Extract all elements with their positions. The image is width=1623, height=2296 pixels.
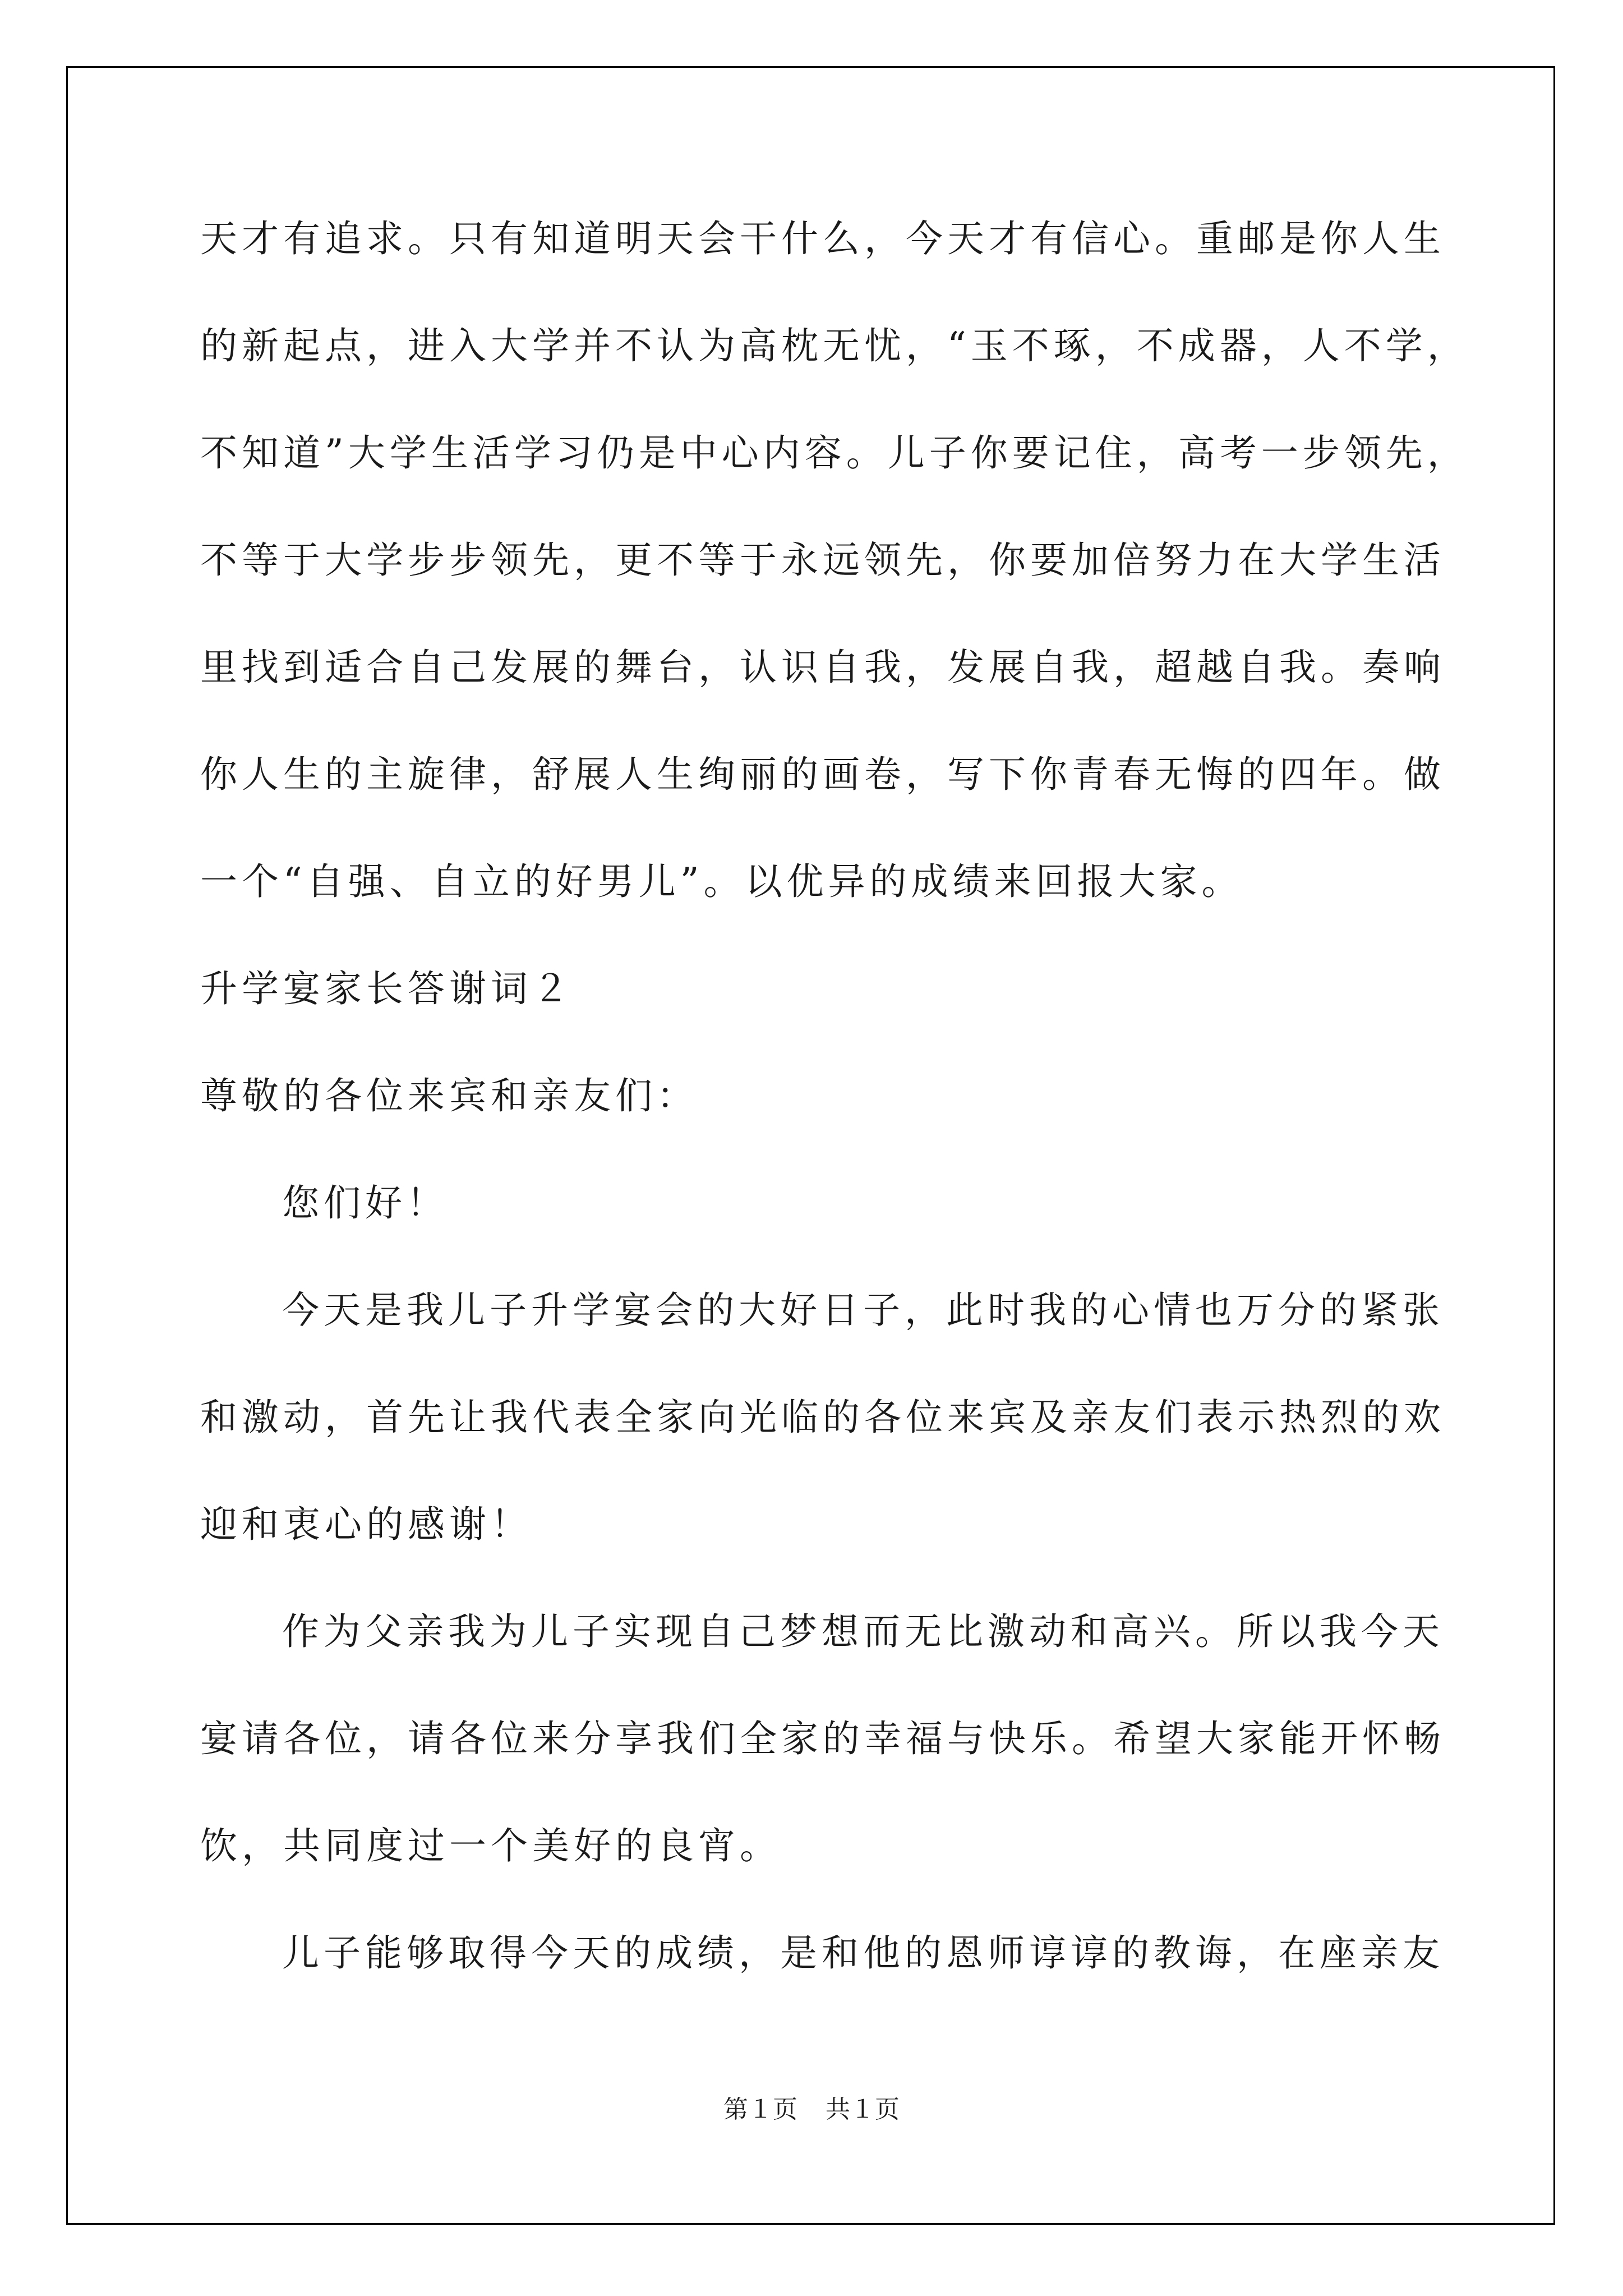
text-line: 不知道”大学生活学习仍是中心内容。儿子你要记住，高考一步领先，	[200, 431, 1469, 475]
text-line: 宴请各位，请各位来分享我们全家的幸福与快乐。希望大家能开怀畅	[200, 1717, 1445, 1760]
text-line: 不等于大学步步领先，更不等于永远领先，你要加倍努力在大学生活	[200, 539, 1445, 582]
salutation: 尊敬的各位来宾和亲友们：	[200, 1074, 698, 1117]
text-line: 里找到适合自己发展的舞台，认识自我，发展自我，超越自我。奏响	[200, 646, 1445, 689]
section-heading: 升学宴家长答谢词２	[200, 967, 574, 1010]
page-total: 共１页	[826, 2095, 900, 2124]
text-line: 儿子能够取得今天的成绩，是和他的恩师谆谆的教诲，在座亲友	[282, 1931, 1444, 1975]
text-line: 和激动，首先让我代表全家向光临的各位来宾及亲友们表示热烈的欢	[200, 1396, 1445, 1439]
page-footer	[0, 2093, 1623, 2127]
text-line: 你人生的主旋律，舒展人生绚丽的画卷，写下你青春无悔的四年。做	[200, 753, 1445, 796]
text-line: 今天是我儿子升学宴会的大好日子，此时我的心情也万分的紧张	[282, 1289, 1444, 1332]
page-number: 第１页	[723, 2095, 797, 2124]
text-line: 一个“自强、自立的好男儿”。以优异的成绩来回报大家。	[200, 860, 1243, 903]
text-line: 的新起点，进入大学并不认为高枕无忧，“玉不琢，不成器，人不学，	[200, 324, 1469, 367]
text-line: 迎和衷心的感谢！	[200, 1503, 532, 1546]
text-line: 饮，共同度过一个美好的良宵。	[200, 1824, 781, 1867]
document-body	[200, 213, 1469, 2035]
text-line: 作为父亲我为儿子实现自己梦想而无比激动和高兴。所以我今天	[282, 1610, 1444, 1653]
greeting: 您们好！	[282, 1181, 448, 1225]
text-line: 天才有追求。只有知道明天会干什么，今天才有信心。重邮是你人生	[200, 217, 1445, 260]
